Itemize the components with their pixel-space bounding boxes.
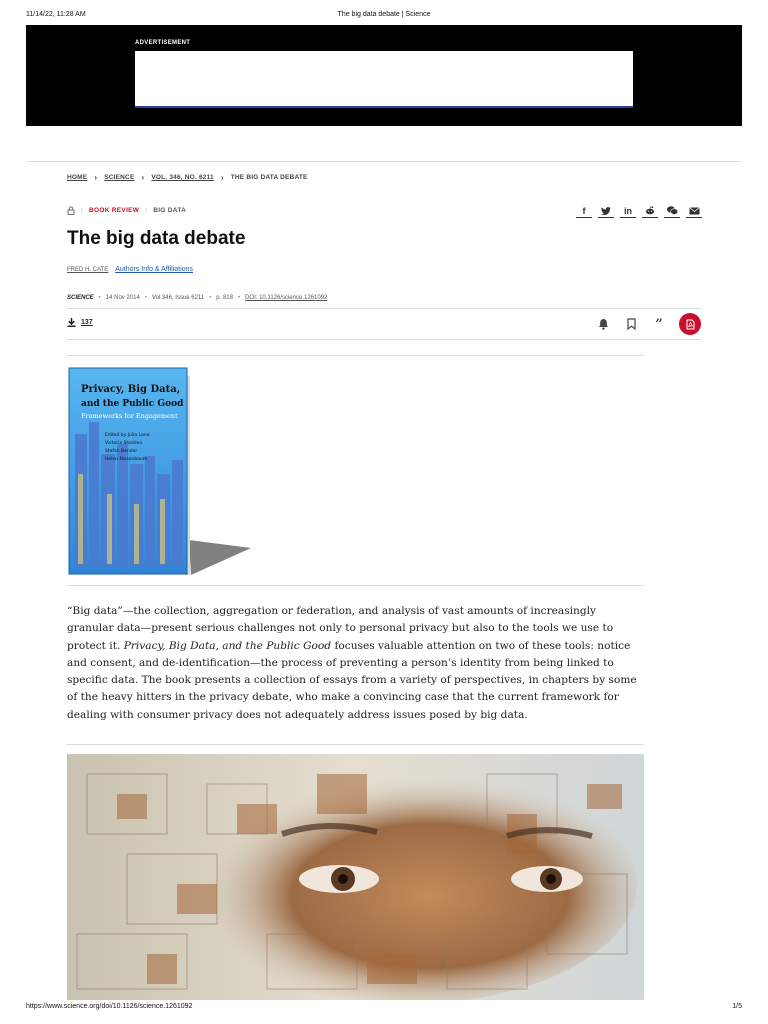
- pdf-icon[interactable]: [679, 313, 701, 335]
- divider: [67, 355, 644, 356]
- breadcrumb-home[interactable]: HOME: [67, 174, 88, 181]
- divider: [67, 744, 644, 745]
- print-page-number: 1/5: [732, 1003, 742, 1010]
- download-count[interactable]: 137: [81, 319, 93, 326]
- book-editor-2: Victoria Stodden: [105, 441, 143, 446]
- chevron-right-icon: ›: [141, 173, 145, 182]
- divider: [67, 308, 701, 309]
- breadcrumb-issue[interactable]: VOL. 346, NO. 6211: [151, 174, 214, 181]
- twitter-icon[interactable]: [598, 204, 614, 218]
- book-title-reference: Privacy, Big Data, and the Public Good: [123, 639, 332, 652]
- email-icon[interactable]: [686, 204, 702, 218]
- topic-label[interactable]: BIG DATA: [153, 207, 187, 214]
- separator: |: [81, 207, 83, 214]
- journal-name: SCIENCE: [67, 295, 94, 301]
- author-name[interactable]: FRED H. CATE: [67, 266, 109, 273]
- print-header: [0, 11, 768, 21]
- divider: [67, 339, 701, 340]
- affiliations-link[interactable]: Authors Info & Affiliations: [115, 266, 193, 273]
- download-icon: [67, 318, 76, 327]
- print-footer: [0, 1003, 768, 1013]
- print-page-title: The big data debate | Science: [337, 11, 431, 18]
- wechat-icon[interactable]: [664, 204, 680, 218]
- chevron-right-icon: ›: [94, 173, 98, 182]
- ad-label: ADVERTISEMENT: [135, 40, 191, 46]
- book-title-line-2: and the Public Good: [81, 399, 184, 409]
- cite-icon[interactable]: ”: [655, 316, 663, 332]
- reddit-icon[interactable]: [642, 204, 658, 218]
- bell-icon[interactable]: [595, 315, 611, 333]
- separator: •: [144, 295, 147, 301]
- share-bar: [576, 204, 702, 218]
- book-subtitle: Frameworks for Engagement: [81, 412, 178, 420]
- separator: •: [237, 295, 241, 301]
- book-editor-1: Edited by Julia Lane: [105, 433, 150, 438]
- linkedin-icon[interactable]: in: [620, 204, 636, 218]
- separator: |: [145, 207, 148, 214]
- book-cover-image: [67, 364, 257, 578]
- chevron-right-icon: ›: [220, 173, 224, 182]
- divider: [26, 161, 742, 162]
- paragraph-text-a: “Big data”—the collection, aggregation or federation, and analysis of vast amounts of increasingly granular data—present serious challenges not only to personal privacy but also to the tools we use to protect it.: [67, 605, 614, 652]
- article-tools: [595, 313, 701, 335]
- breadcrumb-science[interactable]: SCIENCE: [104, 174, 135, 181]
- divider: [67, 585, 644, 586]
- facebook-icon[interactable]: f: [576, 204, 592, 218]
- book-title-line-1: Privacy, Big Data,: [81, 384, 181, 395]
- print-url: https://www.science.org/doi/10.1126/science.1261092: [26, 1003, 193, 1010]
- publication-info: [67, 295, 327, 301]
- ad-slot[interactable]: [135, 51, 633, 108]
- article-kicker: [67, 206, 186, 215]
- bookmark-icon[interactable]: [623, 315, 639, 333]
- book-editor-4: Helen Nissenbaum: [105, 457, 148, 462]
- breadcrumb-current: THE BIG DATA DEBATE: [230, 174, 308, 181]
- breadcrumb: [67, 173, 308, 182]
- authors-row: [67, 266, 193, 273]
- publication-date: 14 Nov 2014: [105, 295, 140, 301]
- page-number: p. 818: [216, 295, 233, 301]
- separator: •: [98, 295, 101, 301]
- section-label[interactable]: BOOK REVIEW: [89, 207, 140, 214]
- paragraph-text-b: focuses valuable attention on two of these tools: notice and consent, and de-identification—the process of preventing a person’s identity from being linked to specific data. The book presents a collection of essays from a variety of perspectives, in chapters by some of the heavy hitters in the privacy debate, who make a convincing case that the current framework for dealing with consumer privacy does not adequately address issues posed by big data.: [67, 639, 637, 721]
- book-editor-3: Stefan Bender: [105, 449, 138, 454]
- advertisement-banner: [26, 25, 742, 126]
- doi-link[interactable]: DOI: 10.1126/science.1261092: [245, 295, 328, 301]
- print-datetime: 11/14/22, 11:28 AM: [26, 11, 86, 18]
- separator: •: [209, 295, 212, 301]
- volume-issue[interactable]: Vol 346, Issue 6211: [151, 295, 205, 301]
- download-metric[interactable]: [67, 318, 93, 327]
- article-title: The big data debate: [67, 228, 246, 249]
- hero-illustration: [67, 754, 644, 1000]
- article-paragraph: [67, 603, 644, 724]
- lock-icon: [67, 206, 75, 215]
